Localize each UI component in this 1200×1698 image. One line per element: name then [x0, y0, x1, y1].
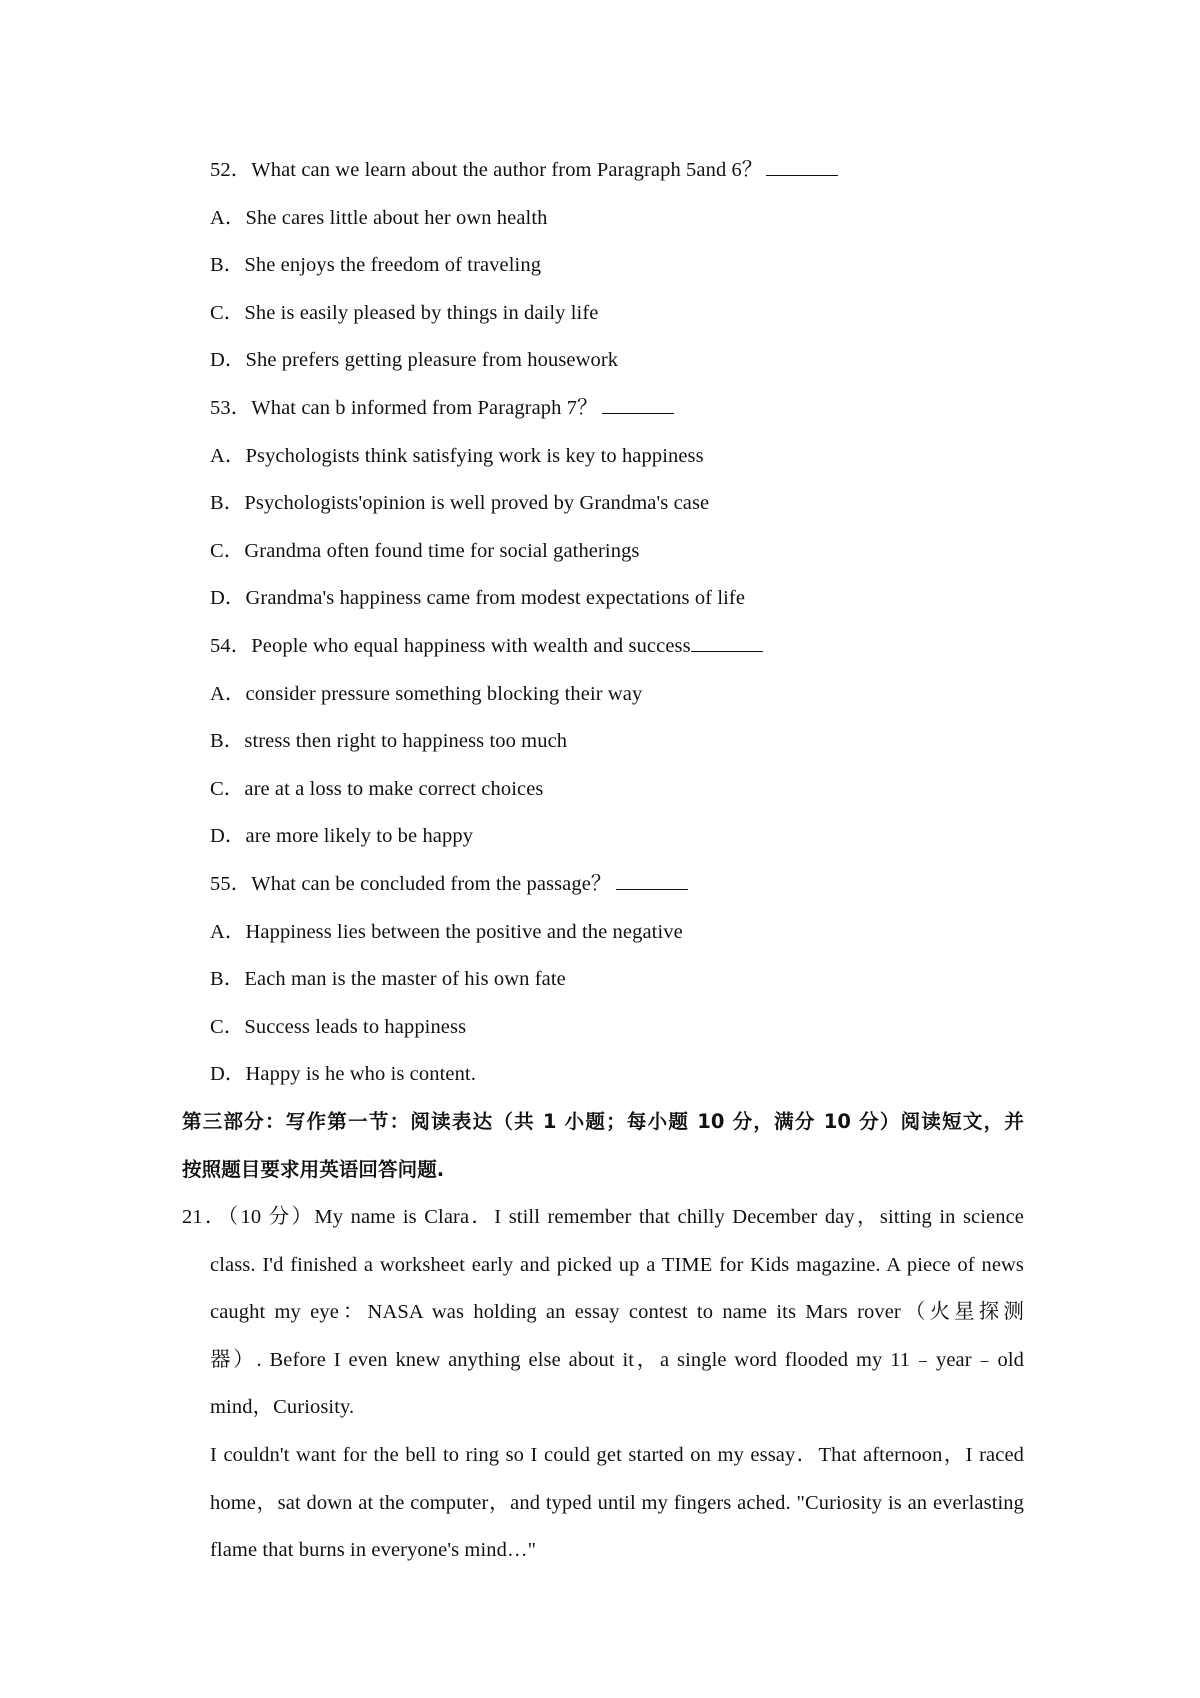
passage-line-6: I couldn't want for the bell to ring so I could get started on my essay．That afternoon，I raced — [210, 1444, 1024, 1466]
option-54-c: C．are at a loss to make correct choices — [210, 778, 544, 800]
section-heading-line-2: 按照题目要求用英语回答问题. — [182, 1158, 445, 1181]
answer-blank — [766, 157, 838, 176]
option-53-c: C．Grandma often found time for social gatherings — [210, 540, 640, 562]
question-55-prompt: 55．What can be concluded from the passage？ — [210, 873, 612, 895]
option-53-b: B．Psychologists'opinion is well proved by Grandma's case — [210, 492, 710, 514]
question-52-prompt: 52．What can we learn about the author from Paragraph 5and 6？ — [210, 159, 763, 181]
answer-blank — [691, 633, 763, 652]
passage-line-7: home，sat down at the computer，and typed until my fingers ached. "Curiosity is an everlasting — [210, 1492, 1024, 1514]
question-53-prompt: 53．What can b informed from Paragraph 7？ — [210, 397, 598, 419]
option-54-b: B．stress then right to happiness too much — [210, 730, 568, 752]
option-55-c: C．Success leads to happiness — [210, 1016, 467, 1038]
option-54-d: D．are more likely to be happy — [210, 825, 474, 847]
passage-line-1: 21．（10 分）My name is Clara．I still remember that chilly December day，sitting in science — [182, 1206, 1024, 1228]
option-55-d: D．Happy is he who is content. — [210, 1063, 476, 1085]
answer-blank — [616, 871, 688, 890]
option-52-d: D．She prefers getting pleasure from housework — [210, 349, 619, 371]
option-52-b: B．She enjoys the freedom of traveling — [210, 254, 542, 276]
question-54 — [210, 633, 763, 659]
option-52-a: A．She cares little about her own health — [210, 207, 548, 229]
question-53 — [210, 395, 674, 421]
passage-line-4: 器）. Before I even knew anything else about it，a single word flooded my 11﹣year﹣old — [210, 1349, 1024, 1371]
passage-line-2: class. I'd finished a worksheet early and picked up a TIME for Kids magazine. A piece of news — [210, 1254, 1024, 1276]
question-55 — [210, 871, 688, 897]
option-55-a: A．Happiness lies between the positive and the negative — [210, 921, 683, 943]
passage-line-3: caught my eye：NASA was holding an essay contest to name its Mars rover（火星探测 — [210, 1301, 1024, 1323]
passage-line-5: mind，Curiosity. — [210, 1396, 355, 1418]
option-54-a: A．consider pressure something blocking their way — [210, 683, 643, 705]
option-53-d: D．Grandma's happiness came from modest expectations of life — [210, 587, 746, 609]
question-52 — [210, 157, 838, 183]
answer-blank — [602, 395, 674, 414]
passage-line-8: flame that burns in everyone's mind…" — [210, 1539, 537, 1561]
option-55-b: B．Each man is the master of his own fate — [210, 968, 566, 990]
option-52-c: C．She is easily pleased by things in daily life — [210, 302, 599, 324]
option-53-a: A．Psychologists think satisfying work is key to happiness — [210, 445, 704, 467]
section-heading-line-1: 第三部分：写作第一节：阅读表达（共 1 小题；每小题 10 分，满分 10 分）阅读短文，并 — [182, 1110, 1024, 1133]
question-54-prompt: 54．People who equal happiness with wealth and success — [210, 635, 691, 657]
